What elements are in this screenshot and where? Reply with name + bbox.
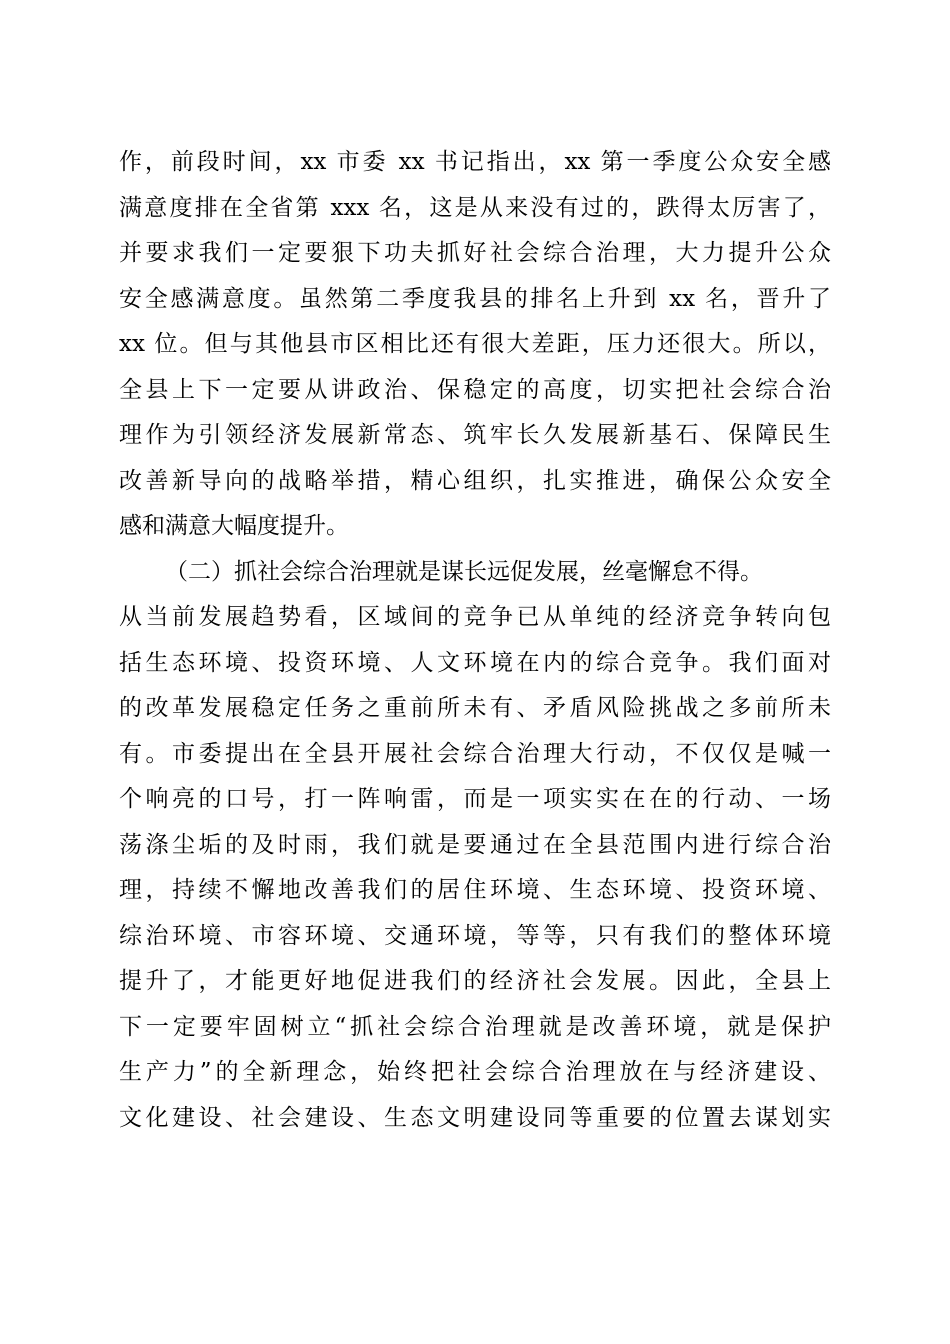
text-line: 的改革发展稳定任务之重前所未有、矛盾风险挑战之多前所未	[119, 695, 831, 721]
text-line: 括生态环境、投资环境、人文环境在内的综合竞争。我们面对	[119, 649, 831, 676]
paragraph-1	[119, 140, 831, 550]
text-line: 感和满意大幅度提升。	[119, 513, 349, 539]
body-text	[119, 140, 831, 1141]
text-line: 并要求我们一定要狠下功夫抓好社会综合治理，大力提升公众	[119, 240, 831, 266]
section-heading: （二）抓社会综合治理就是谋长远促发展，丝毫懈怠不得。	[165, 558, 763, 585]
text-line: 有。市委提出在全县开展社会综合治理大行动，不仅仅是喊一	[119, 740, 831, 767]
text-line: 理，持续不懈地改善我们的居住环境、生态环境、投资环境、	[119, 877, 831, 903]
text-line: 生产力”的全新理念，始终把社会综合治理放在与经济建设、	[119, 1059, 831, 1085]
text-line: 综治环境、市容环境、交通环境，等等，只有我们的整体环境	[119, 922, 831, 949]
text-line: 荡涤尘垢的及时雨，我们就是要通过在全县范围内进行综合治	[119, 831, 831, 858]
text-line: 改善新导向的战略举措，精心组织，扎实推进，确保公众安全	[119, 467, 831, 494]
text-line: 理作为引领经济发展新常态、筑牢长久发展新基石、保障民生	[119, 422, 831, 448]
text-line: 从当前发展趋势看，区域间的竞争已从单纯的经济竞争转向包	[119, 604, 831, 630]
paragraph-2	[119, 550, 831, 1142]
text-line: 作，前段时间，xx 市委 xx 书记指出，xx 第一季度公众安全感	[119, 149, 831, 175]
text-line: 满意度排在全省第 xxx 名，这是从来没有过的，跌得太厉害了，	[119, 194, 831, 221]
text-line: 安全感满意度。虽然第二季度我县的排名上升到 xx 名，晋升了	[119, 285, 831, 312]
text-line: 下一定要牢固树立“抓社会综合治理就是改善环境，就是保护	[119, 1013, 831, 1040]
text-line: 全县上下一定要从讲政治、保稳定的高度，切实把社会综合治	[119, 376, 831, 403]
text-line: xx 位。但与其他县市区相比还有很大差距，压力还很大。所以，	[119, 331, 831, 357]
text-line: 提升了，才能更好地促进我们的经济社会发展。因此，全县上	[119, 968, 831, 994]
text-line: 文化建设、社会建设、生态文明建设同等重要的位置去谋划实	[119, 1104, 831, 1131]
text-line: 个响亮的口号，打一阵响雷，而是一项实实在在的行动、一场	[119, 786, 831, 812]
